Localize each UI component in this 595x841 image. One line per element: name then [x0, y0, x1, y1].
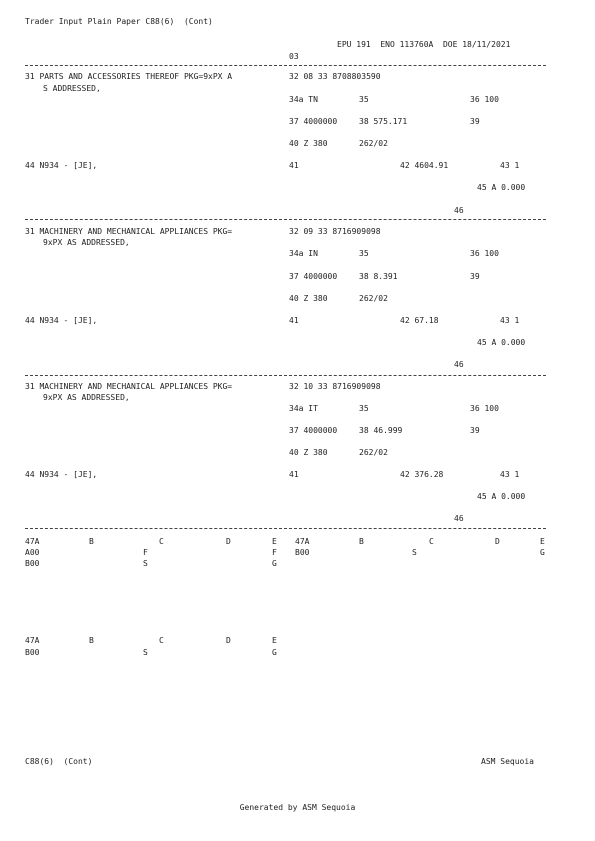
box-46: 46 — [454, 206, 464, 215]
box-35: 35 — [359, 249, 369, 258]
footer-form-name: C88(6) (Cont) — [25, 757, 93, 766]
tax-method: G — [540, 548, 545, 557]
box-43: 43 1 — [500, 316, 520, 325]
box-45: 45 A 0.000 — [477, 338, 526, 347]
commodity-code: 32 09 33 8716909098 — [289, 227, 381, 236]
tax-method: G — [272, 648, 277, 657]
divider — [25, 528, 546, 529]
net-mass: 38 46.999 — [359, 426, 403, 435]
box-40: 40 Z 380 — [289, 139, 328, 148]
box-44: 44 N934 - [JE], — [25, 316, 98, 325]
box-40: 40 Z 380 — [289, 294, 328, 303]
box-35: 35 — [359, 95, 369, 104]
declaration-refs: EPU 191 ENO 113760A DOE 18/11/2021 — [337, 40, 511, 49]
tax-head-e: E — [540, 537, 545, 546]
box-39: 39 — [470, 117, 480, 126]
box-44: 44 N934 - [JE], — [25, 470, 98, 479]
box-45: 45 A 0.000 — [477, 183, 526, 192]
tax-method: F — [272, 548, 277, 557]
divider — [25, 65, 546, 66]
box-40-ref: 262/02 — [359, 448, 388, 457]
item-description: 31 PARTS AND ACCESSORIES THEREOF PKG=9xPX A — [25, 72, 233, 81]
tax-head-e: E — [272, 537, 277, 546]
tax-head-c: C — [159, 537, 164, 546]
item-description-cont: 9xPX AS ADDRESSED, — [43, 393, 130, 402]
country-of-origin: 34a IN — [289, 249, 318, 258]
country-of-origin: 34a TN — [289, 95, 318, 104]
page-title: Trader Input Plain Paper C88(6) (Cont) — [25, 17, 213, 26]
item-value: 42 376.28 — [400, 470, 444, 479]
tax-head-c: C — [429, 537, 434, 546]
tax-head-e: E — [272, 636, 277, 645]
item-value: 42 67.18 — [400, 316, 439, 325]
commodity-code: 32 10 33 8716909098 — [289, 382, 381, 391]
box-40: 40 Z 380 — [289, 448, 328, 457]
box-44: 44 N934 - [JE], — [25, 161, 98, 170]
tax-head-c: C — [159, 636, 164, 645]
box-39: 39 — [470, 426, 480, 435]
tax-head-47a: 47A — [25, 636, 40, 645]
commodity-code: 32 08 33 8708803590 — [289, 72, 381, 81]
divider — [25, 375, 546, 376]
item-value: 42 4604.91 — [400, 161, 449, 170]
tax-head-47a: 47A — [295, 537, 310, 546]
net-mass: 38 8.391 — [359, 272, 398, 281]
tax-method: G — [272, 559, 277, 568]
box-45: 45 A 0.000 — [477, 492, 526, 501]
net-mass: 38 575.171 — [359, 117, 408, 126]
tax-type: B00 — [25, 648, 40, 657]
tax-code: S — [143, 559, 148, 568]
tax-head-b: B — [89, 537, 94, 546]
box-46: 46 — [454, 514, 464, 523]
box-37: 37 4000000 — [289, 272, 338, 281]
tax-head-d: D — [226, 537, 231, 546]
item-description: 31 MACHINERY AND MECHANICAL APPLIANCES PKG= — [25, 382, 233, 391]
box-35: 35 — [359, 404, 369, 413]
box-37: 37 4000000 — [289, 426, 338, 435]
tax-head-47a: 47A — [25, 537, 40, 546]
box-39: 39 — [470, 272, 480, 281]
box-40-ref: 262/02 — [359, 294, 388, 303]
tax-head-b: B — [89, 636, 94, 645]
box-40-ref: 262/02 — [359, 139, 388, 148]
footer-brand: ASM Sequoia — [481, 757, 534, 766]
box-43: 43 1 — [500, 470, 520, 479]
tax-code: F — [143, 548, 148, 557]
box-41: 41 — [289, 470, 299, 479]
item-description-cont: 9xPX AS ADDRESSED, — [43, 238, 130, 247]
box-37: 37 4000000 — [289, 117, 338, 126]
box-36: 36 100 — [470, 249, 499, 258]
tax-type: B00 — [295, 548, 310, 557]
tax-code: S — [143, 648, 148, 657]
box-43: 43 1 — [500, 161, 520, 170]
generated-by: Generated by ASM Sequoia — [239, 803, 356, 812]
box-41: 41 — [289, 316, 299, 325]
tax-type: A00 — [25, 548, 40, 557]
item-description: 31 MACHINERY AND MECHANICAL APPLIANCES PKG= — [25, 227, 233, 236]
box-36: 36 100 — [470, 95, 499, 104]
box-41: 41 — [289, 161, 299, 170]
page-ref: 03 — [289, 52, 299, 61]
tax-head-d: D — [226, 636, 231, 645]
item-description-cont: S ADDRESSED, — [43, 84, 101, 93]
box-36: 36 100 — [470, 404, 499, 413]
country-of-origin: 34a IT — [289, 404, 318, 413]
tax-head-d: D — [495, 537, 500, 546]
divider — [25, 219, 546, 220]
tax-type: B00 — [25, 559, 40, 568]
tax-code: S — [412, 548, 417, 557]
tax-head-b: B — [359, 537, 364, 546]
box-46: 46 — [454, 360, 464, 369]
